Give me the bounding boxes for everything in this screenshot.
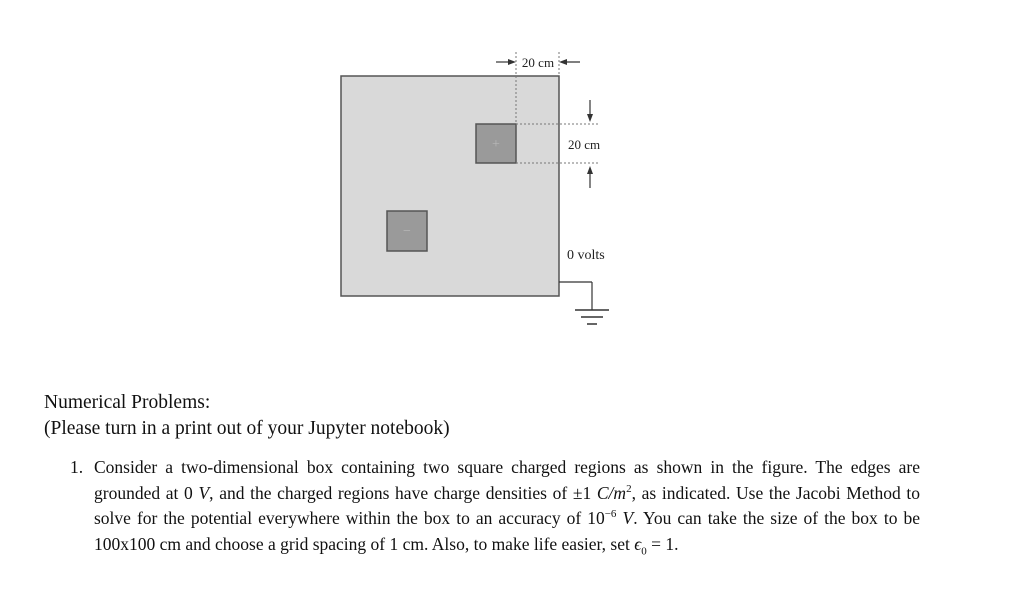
unit-charge-density: C/m	[596, 482, 627, 503]
top-arrow-left-head	[508, 59, 516, 65]
side-height-label: 20 cm	[568, 137, 601, 152]
accuracy-exponent: −6	[604, 508, 617, 521]
problem-list	[70, 455, 920, 557]
problem-text-a: Consider a two-dimensional box containing two square charged regions as shown in the figure. The edges are grounded at 0	[94, 457, 920, 503]
problem-text-e: = 1.	[646, 533, 679, 554]
top-arrow-right-head	[559, 59, 567, 65]
problem-text	[94, 455, 920, 557]
minus-sign: −	[403, 224, 411, 239]
plus-sign: +	[492, 137, 500, 152]
unit-volts: V	[198, 482, 210, 503]
problems-heading	[44, 390, 944, 442]
side-arrow-top-head	[587, 114, 593, 122]
side-arrow-bottom-head	[587, 166, 593, 174]
problem-text-b: , and the charged regions have charge densities of ±1	[209, 482, 597, 503]
boundary-voltage-label: 0 volts	[567, 248, 605, 263]
grounded-box	[341, 76, 559, 296]
problem-number: 1.	[70, 457, 84, 477]
problem-text-d: . You can take the size of the box to be 100x100 cm and choose a grid spacing of 1 cm. Also, to make life easier, set	[94, 508, 921, 554]
problem-item	[70, 455, 920, 557]
heading-instruction: (Please turn in a print out of your Jupyter notebook)	[44, 418, 450, 439]
epsilon-subscript: 0	[641, 545, 647, 557]
heading-title: Numerical Problems:	[44, 392, 211, 413]
top-width-label: 20 cm	[521, 55, 555, 70]
density-exponent: 2	[626, 482, 632, 495]
unit-volts-2: V	[622, 508, 634, 528]
problem-text-c: , as indicated. Use the Jacobi Method to solve for the potential everywhere within the box to an accuracy of 10	[94, 482, 920, 528]
epsilon-symbol: ϵ	[634, 533, 642, 554]
